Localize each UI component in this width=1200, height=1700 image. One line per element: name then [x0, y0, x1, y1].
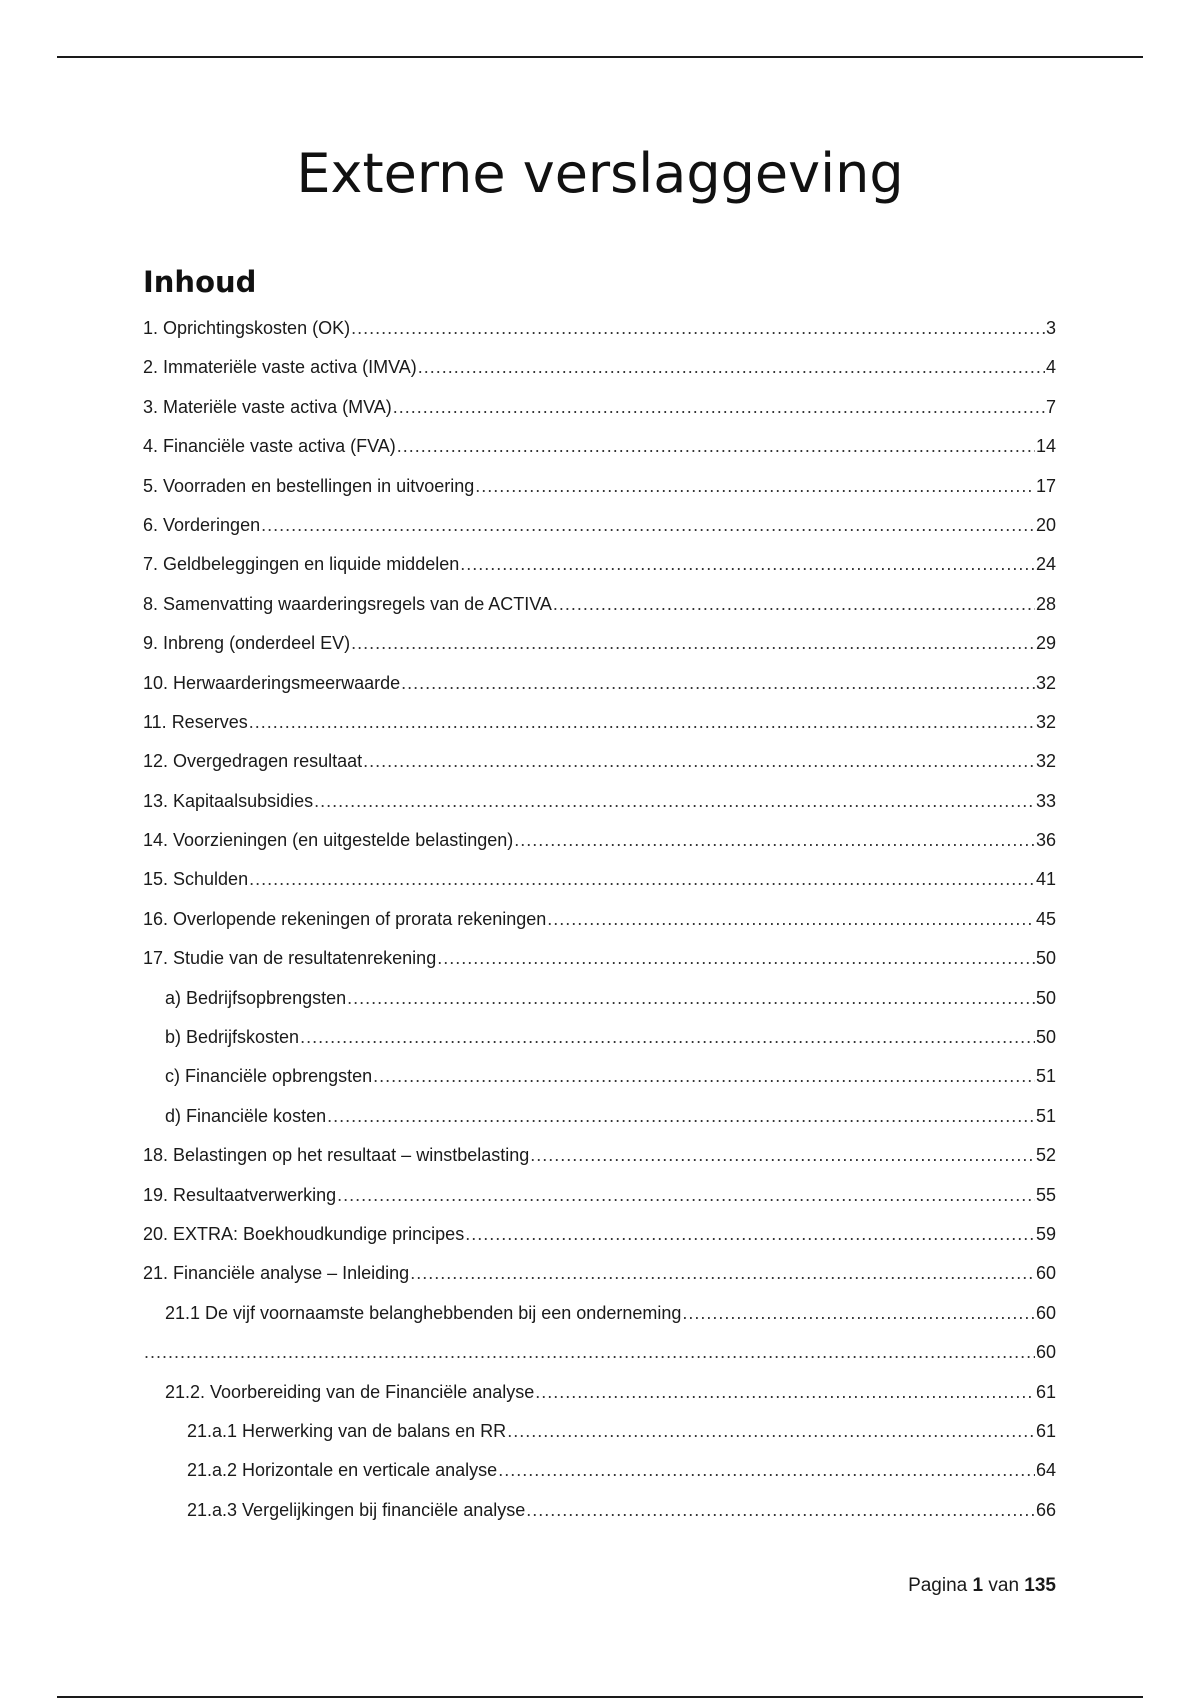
toc-entry-title: 21.1 De vijf voornaamste belanghebbenden bij een onderneming — [165, 1302, 682, 1323]
toc-dot-leader — [261, 506, 1035, 545]
toc-entry-title: a) Bedrijfsopbrengsten — [165, 987, 347, 1008]
toc-entry[interactable] — [143, 1136, 1056, 1175]
toc-dot-leader — [437, 939, 1035, 978]
toc-entry-page: 50 — [1035, 948, 1056, 969]
toc-entry-page: 32 — [1035, 711, 1056, 732]
toc-entry-page: 14 — [1035, 436, 1056, 457]
toc-entry[interactable] — [143, 624, 1056, 663]
toc-entry[interactable] — [143, 1491, 1056, 1530]
toc-entry-page: 51 — [1035, 1066, 1056, 1087]
toc-entry-page: 32 — [1035, 751, 1056, 772]
toc-entry-title: 21. Financiële analyse – Inleiding — [143, 1263, 410, 1284]
toc-entry[interactable] — [143, 467, 1056, 506]
toc-entry-title: 15. Schulden — [143, 869, 249, 890]
toc-entry-page: 36 — [1035, 830, 1056, 851]
toc-dot-leader — [418, 348, 1045, 387]
toc-entry-title: 8. Samenvatting waarderingsregels van de ACTIVA — [143, 593, 552, 614]
toc-dot-leader — [535, 1373, 1035, 1412]
toc-entry-title: 6. Vorderingen — [143, 514, 261, 535]
toc-entry[interactable] — [143, 939, 1056, 978]
toc-entry[interactable] — [143, 1057, 1056, 1096]
footer-current-page: 1 — [972, 1575, 984, 1596]
toc-entry[interactable] — [143, 1412, 1056, 1451]
toc-entry-title: 3. Materiële vaste activa (MVA) — [143, 396, 392, 417]
toc-entry-title: 19. Resultaatverwerking — [143, 1184, 337, 1205]
page-footer — [700, 1572, 1056, 1600]
toc-entry[interactable] — [143, 782, 1056, 821]
toc-dot-leader — [249, 860, 1035, 899]
toc-entry-title: 11. Reserves — [143, 711, 248, 732]
toc-dot-leader — [401, 664, 1035, 703]
toc-entry-title: 21.2. Voorbereiding van de Financiële analyse — [165, 1381, 535, 1402]
toc-entry-title: 20. EXTRA: Boekhoudkundige principes — [143, 1223, 465, 1244]
toc-entry[interactable] — [143, 348, 1056, 387]
footer-separator: van — [988, 1575, 1020, 1596]
toc-entry-page: 28 — [1035, 593, 1056, 614]
toc-entry[interactable] — [143, 1254, 1056, 1293]
toc-dot-leader — [347, 979, 1035, 1018]
header-rule — [57, 56, 1143, 58]
toc-entry-page: 60 — [1035, 1302, 1056, 1323]
toc-entry-title: 7. Geldbeleggingen en liquide middelen — [143, 554, 460, 575]
toc-entry-page: 60 — [1035, 1263, 1056, 1284]
toc-dot-leader — [373, 1057, 1035, 1096]
toc-entry[interactable] — [143, 742, 1056, 781]
footer-prefix: Pagina — [908, 1575, 968, 1596]
toc-entry-page: 66 — [1035, 1499, 1056, 1520]
toc-entry-page: 51 — [1035, 1105, 1056, 1126]
toc-dot-leader — [547, 900, 1035, 939]
toc-entry-title: c) Financiële opbrengsten — [165, 1066, 373, 1087]
toc-entry-page: 33 — [1035, 790, 1056, 811]
toc-entry-page: 61 — [1035, 1420, 1056, 1441]
toc-dot-leader — [337, 1176, 1035, 1215]
toc-dot-leader — [460, 545, 1035, 584]
toc-entry-page: 4 — [1045, 357, 1056, 378]
toc-entry[interactable] — [143, 1373, 1056, 1412]
toc-dot-leader — [475, 467, 1035, 506]
toc-entry-title: 21.a.3 Vergelijkingen bij financiële analyse — [187, 1499, 526, 1520]
toc-entry[interactable] — [143, 900, 1056, 939]
toc-entry-page: 32 — [1035, 672, 1056, 693]
footer-rule — [57, 1696, 1143, 1698]
toc-entry[interactable] — [143, 309, 1056, 348]
toc-entry[interactable] — [143, 821, 1056, 860]
toc-entry-title: 13. Kapitaalsubsidies — [143, 790, 314, 811]
toc-dot-leader — [393, 388, 1045, 427]
toc-dot-leader — [514, 821, 1035, 860]
toc-entry-page: 61 — [1035, 1381, 1056, 1402]
toc-dot-leader — [465, 1215, 1035, 1254]
toc-entry[interactable] — [143, 427, 1056, 466]
toc-entry-title: 16. Overlopende rekeningen of prorata rekeningen — [143, 908, 547, 929]
toc-dot-leader — [682, 1294, 1035, 1333]
toc-entry[interactable] — [143, 506, 1056, 545]
toc-entry-title: 4. Financiële vaste activa (FVA) — [143, 436, 396, 457]
toc-entry-page: 20 — [1035, 514, 1056, 535]
toc-entry[interactable] — [143, 1333, 1056, 1372]
toc-entry-page: 55 — [1035, 1184, 1056, 1205]
toc-dot-leader — [363, 742, 1035, 781]
toc-entry[interactable] — [143, 703, 1056, 742]
toc-entry-title: 17. Studie van de resultatenrekening — [143, 948, 437, 969]
toc-dot-leader — [351, 309, 1045, 348]
toc-entry-title: 21.a.2 Horizontale en verticale analyse — [187, 1460, 498, 1481]
toc-dot-leader — [300, 1018, 1035, 1057]
toc-entry-title: 12. Overgedragen resultaat — [143, 751, 363, 772]
toc-dot-leader — [498, 1451, 1035, 1490]
toc-entry-title: 10. Herwaarderingsmeerwaarde — [143, 672, 401, 693]
toc-dot-leader — [144, 1333, 1035, 1372]
toc-entry-page: 60 — [1035, 1342, 1056, 1363]
toc-dot-leader — [314, 782, 1035, 821]
toc-entry[interactable] — [143, 1451, 1056, 1490]
document-title: Externe verslaggeving — [296, 142, 904, 205]
toc-entry-page: 41 — [1035, 869, 1056, 890]
toc-entry-page: 50 — [1035, 1027, 1056, 1048]
toc-entry-page: 64 — [1035, 1460, 1056, 1481]
toc-entry[interactable] — [143, 1097, 1056, 1136]
toc-entry[interactable] — [143, 979, 1056, 1018]
toc-dot-leader — [530, 1136, 1035, 1175]
footer-total-pages: 135 — [1024, 1575, 1056, 1596]
toc-entry-page: 7 — [1045, 396, 1056, 417]
toc-entry[interactable] — [143, 545, 1056, 584]
toc-dot-leader — [249, 703, 1035, 742]
toc-entry-title: 18. Belastingen op het resultaat – winstbelasting — [143, 1145, 530, 1166]
toc-entry-title: 9. Inbreng (onderdeel EV) — [143, 633, 351, 654]
toc-entry[interactable] — [143, 1176, 1056, 1215]
toc-dot-leader — [327, 1097, 1035, 1136]
toc-entry[interactable] — [143, 1018, 1056, 1057]
toc-entry-page: 3 — [1045, 318, 1056, 338]
toc-entry-title: d) Financiële kosten — [165, 1105, 327, 1126]
toc-entry-page: 45 — [1035, 908, 1056, 929]
table-of-contents — [143, 309, 1056, 1530]
toc-entry-page: 52 — [1035, 1145, 1056, 1166]
toc-entry[interactable] — [143, 1215, 1056, 1254]
toc-entry-title: 14. Voorzieningen (en uitgestelde belastingen) — [143, 830, 514, 851]
toc-entry[interactable] — [143, 1294, 1056, 1333]
toc-entry[interactable] — [143, 860, 1056, 899]
toc-entry[interactable] — [143, 388, 1056, 427]
toc-entry[interactable] — [143, 585, 1056, 624]
toc-dot-leader — [526, 1491, 1035, 1530]
toc-dot-leader — [507, 1412, 1035, 1451]
toc-entry-title: 2. Immateriële vaste activa (IMVA) — [143, 357, 417, 378]
toc-dot-leader — [553, 585, 1035, 624]
toc-entry-title: 21.a.1 Herwerking van de balans en RR — [187, 1420, 507, 1441]
toc-dot-leader — [351, 624, 1035, 663]
toc-entry-title: 5. Voorraden en bestellingen in uitvoering — [143, 475, 475, 496]
toc-entry-page: 17 — [1035, 475, 1056, 496]
toc-entry[interactable] — [143, 664, 1056, 703]
toc-entry-title: b) Bedrijfskosten — [165, 1027, 300, 1048]
toc-entry-page: 29 — [1035, 633, 1056, 654]
toc-dot-leader — [410, 1254, 1035, 1293]
toc-entry-title: 1. Oprichtingskosten (OK) — [143, 318, 351, 338]
toc-entry-page: 24 — [1035, 554, 1056, 575]
toc-entry-page: 59 — [1035, 1223, 1056, 1244]
toc-entry-page: 50 — [1035, 987, 1056, 1008]
toc-dot-leader — [397, 427, 1035, 466]
toc-heading: Inhoud — [143, 265, 257, 299]
